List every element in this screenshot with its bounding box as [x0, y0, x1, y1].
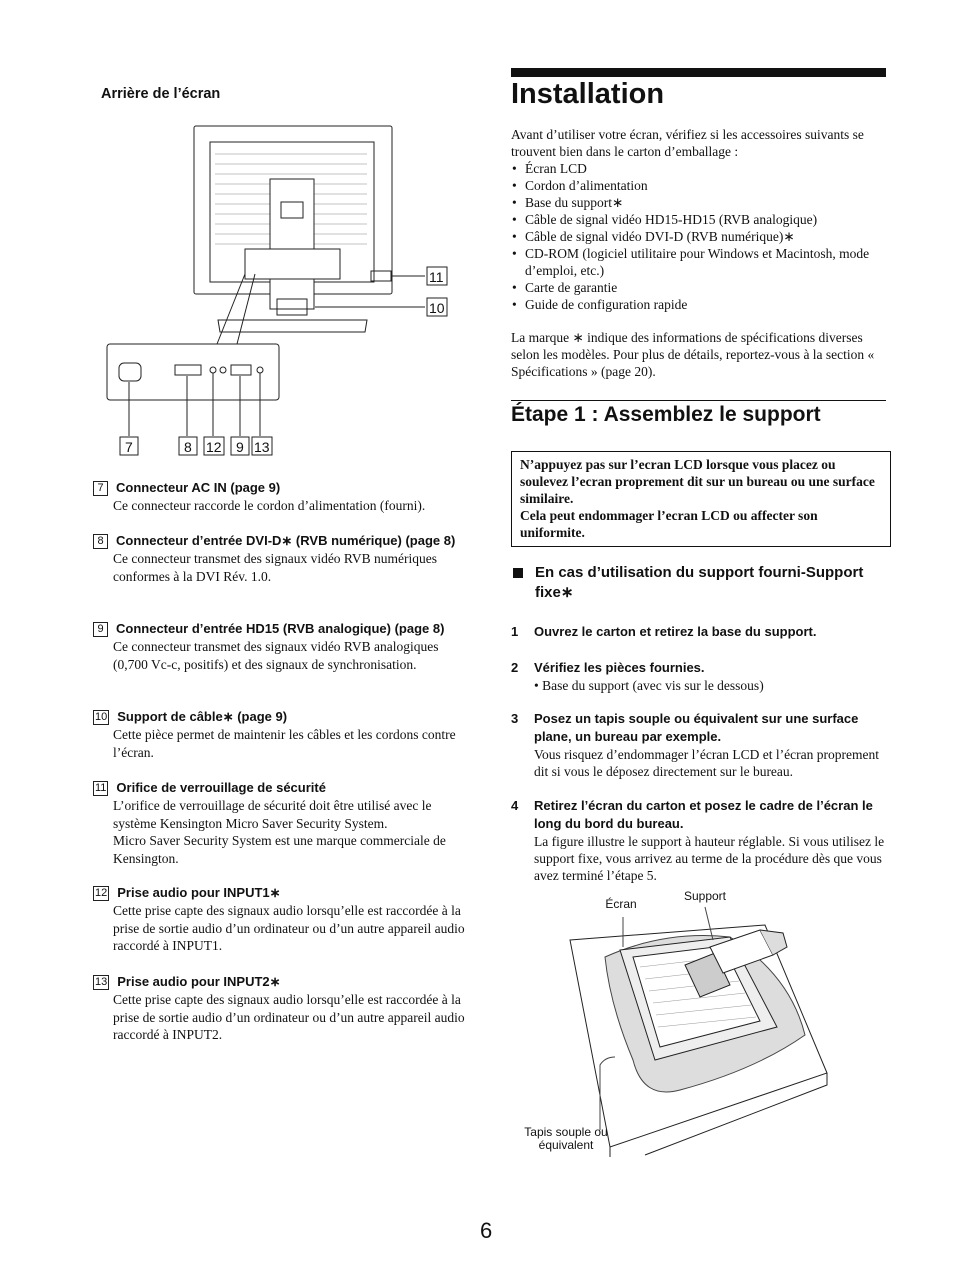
- legend-item-7: 7 Connecteur AC IN (page 9) Ce connecteur raccorde le cordon d’alimentation (fourni).: [93, 479, 473, 515]
- step1-title: Étape 1 : Assemblez le support: [511, 403, 821, 426]
- callout-13: 13: [254, 439, 270, 455]
- rear-panel-figure: [105, 124, 465, 464]
- list-item: • Câble de signal vidéo DVI-D (RVB numérique)∗: [511, 228, 891, 245]
- step-4: 4 Retirez l’écran du carton et posez le cadre de l’écran le long du bord du bureau. La figure illustre le support à hauteur réglable. Si vous utilisez le support fixe, vous arrivez au terme de la procédure dès que vous avez terminé l’étape 5.: [511, 798, 885, 883]
- warning-text: N’appuyez pas sur l’ecran LCD lorsque vous placez ou soulevez l’ecran proprement dit sur un bureau ou une surface similaire.: [520, 457, 875, 506]
- callout-7: 7: [125, 439, 133, 455]
- square-bullet-icon: [513, 568, 523, 578]
- callout-11: 11: [429, 269, 444, 285]
- list-item: • CD-ROM (logiciel utilitaire pour Windows et Macintosh, mode d’emploi, etc.): [511, 245, 891, 279]
- list-item: • Câble de signal vidéo HD15-HD15 (RVB analogique): [511, 211, 891, 228]
- step1-rule: [511, 400, 886, 401]
- callout-8: 8: [184, 439, 192, 455]
- callout-10: 10: [429, 300, 445, 316]
- subsection-title: En cas d’utilisation du support fourni-Support fixe∗: [511, 563, 891, 603]
- step-3: 3 Posez un tapis souple ou équivalent sur une surface plane, un bureau par exemple. Vous risquez d’endommager l’écran LCD et l’écran proprement dit si vous le déposez directement sur le bureau.: [511, 711, 879, 779]
- legend-item-10: 10 Support de câble∗ (page 9) Cette pièce permet de maintenir les câbles et les cordons contre l’écran.: [95, 709, 456, 760]
- installation-figure: [515, 885, 835, 1165]
- note-text: La marque ∗ indique des informations de spécifications diverses selon les modèles. Pour plus de détails, reportez-vous à la section « Spécifications » (page 20).: [511, 330, 875, 379]
- label-tapis: Tapis souple ou: [524, 1125, 608, 1139]
- step-1: 1 Ouvrez le carton et retirez la base du support.: [511, 624, 817, 639]
- intro-text: Avant d’utiliser votre écran, vérifiez si les accessoires suivants se trouvent bien dans le carton d’emballage :: [511, 127, 864, 159]
- legend-item-12: 12 Prise audio pour INPUT1∗ Cette prise capte des signaux audio lorsqu’elle est raccordée à la prise de sortie audio d’un ordinateur ou d’un autre appareil audio raccordé à INPUT1.: [95, 885, 465, 954]
- list-item: • Guide de configuration rapide: [511, 296, 891, 313]
- label-tapis-2: équivalent: [538, 1138, 594, 1152]
- legend-item-8: 8 Connecteur d’entrée DVI-D∗ (RVB numérique) (page 8) Ce connecteur transmet des signaux vidéo RVB numériques conformes à la DVI Rév. 1.0.: [93, 532, 473, 585]
- step-2: 2 Vérifiez les pièces fournies. • Base du support (avec vis sur le dessous): [511, 660, 764, 693]
- accessories-list: [511, 160, 891, 313]
- legend-item-9: 9 Connecteur d’entrée HD15 (RVB analogique) (page 8) Ce connecteur transmet des signaux vidéo RVB analogiques (0,700 Vc-c, positifs) et des signaux de synchronisation.: [93, 620, 473, 673]
- label-support: Support: [683, 889, 727, 903]
- page-title: Installation: [511, 78, 665, 110]
- label-ecran: Écran: [605, 897, 637, 911]
- legend-item-11: 11 Orifice de verrouillage de sécurité L’orifice de verrouillage de sécurité doit être utilisé avec le système Kensington Micro Saver Security System. Micro Saver Security System est une marque commerciale de Kensington.: [95, 780, 446, 867]
- callout-9: 9: [236, 439, 244, 455]
- list-item: • Cordon d’alimentation: [511, 177, 891, 194]
- warning-box: [511, 451, 891, 547]
- list-item: • Écran LCD: [511, 160, 891, 177]
- warning-text: Cela peut endommager l’ecran LCD ou affecter son uniformite.: [520, 508, 818, 540]
- list-item: • Base du support∗: [511, 194, 891, 211]
- page-number: 6: [480, 1218, 493, 1243]
- rear-panel-title: Arrière de l’écran: [101, 86, 221, 102]
- legend-item-13: 13 Prise audio pour INPUT2∗ Cette prise capte des signaux audio lorsqu’elle est raccordée à la prise de sortie audio d’un ordinateur ou d’un autre appareil audio raccordé à INPUT2.: [95, 974, 465, 1043]
- section-top-rule: [511, 68, 886, 77]
- list-item: • Carte de garantie: [511, 279, 891, 296]
- callout-12: 12: [206, 439, 222, 455]
